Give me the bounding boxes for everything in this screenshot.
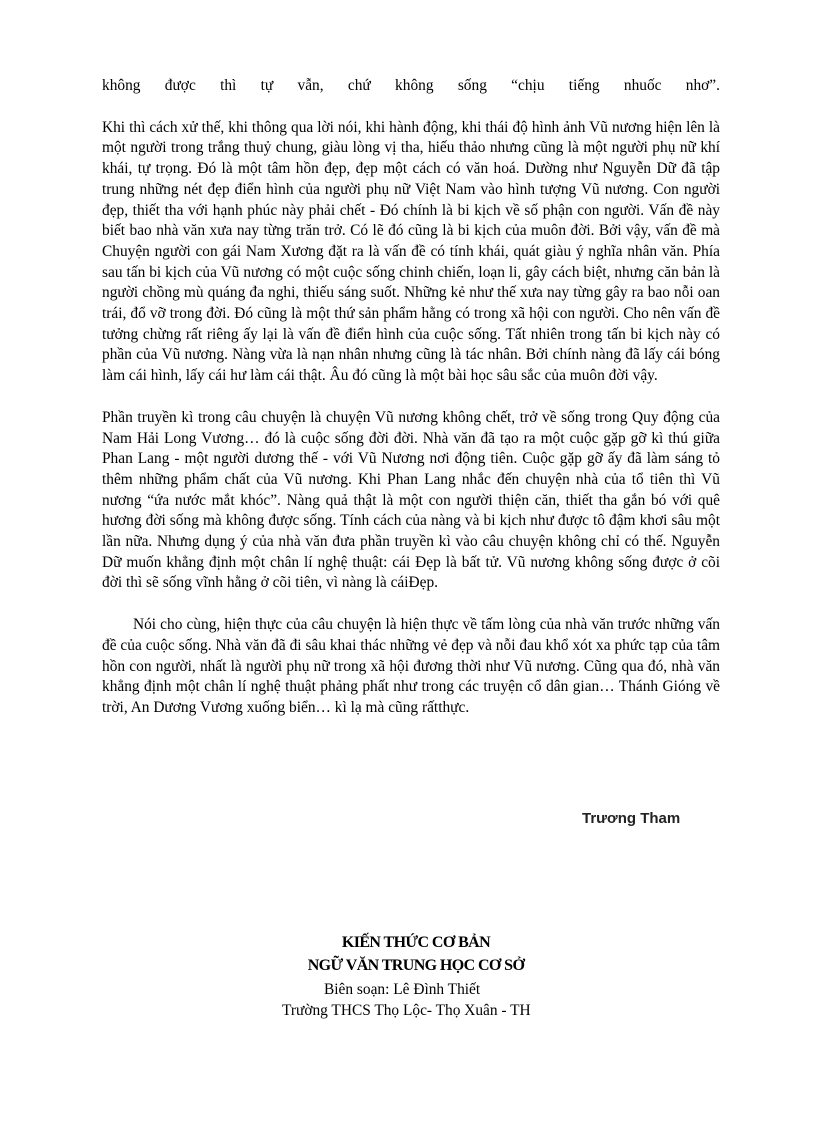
school-credit: Trường THCS Thọ Lộc- Thọ Xuân - TH bbox=[282, 1002, 531, 1019]
book-title-line-1: KIẾN THỨC CƠ BẢN bbox=[341, 934, 491, 951]
paragraph-2: Phần truyền kì trong câu chuyện là chuyện Vũ nương không chết, trở về sống trong Quy động của Nam Hải Long Vương… đó là cuộc sống đời đời. Nhà văn đã tạo ra một cuộc gặp gỡ kì thú giữa Phan Lang - một người dương thế - với Vũ Nương nơi động tiên. Cuộc gặp gỡ ấy đã làm sáng tỏ thêm những phẩm chất của Vũ nương. Khi Phan Lang nhắc đến chuyện nhà của tổ tiên thì Vũ nương “ứa nước mắt khóc”. Nàng quả thật là một con người thiện căn, thiết tha gắn bó với quê hương đời sống mà không được sống. Tính cách của nàng và bi kịch như được tô đậm khơi sâu một lần nữa. Nhưng dụng ý của nhà văn đưa phần truyền kì vào câu chuyện không chỉ có thế. Nguyễn Dữ muốn khẳng định một chân lí nghệ thuật: cái Đẹp là bất tử. Vũ nương không sống được ở cõi đời thì sẽ sống vĩnh hằng ở cõi tiên, vì nàng là cáiĐẹp. bbox=[102, 408, 720, 592]
paragraph-1: Khi thì cách xử thế, khi thông qua lời nói, khi hành động, khi thái độ hình ảnh Vũ nương hiện lên là một người trong trắng thuỷ chung, giàu lòng vị tha, hiếu thảo nhưng cũng là một người phụ nữ khí khái, tự trọng. Đó là một tâm hồn đẹp, đẹp một cách có văn hoá. Dường như Nguyễn Dữ đã tập trung những nét đẹp điển hình của người phụ nữ Việt Nam vào hình tượng Vũ nương. Con người đẹp, thiết tha với hạnh phúc này phải chết - Đó chính là bi kịch về số phận con người. Vấn đề này biết bao nhà văn xưa nay từng trăn trở. Có lẽ đó cũng là bi kịch của muôn đời. Bởi vậy, vấn đề mà Chuyện người con gái Nam Xương đặt ra là vấn đề có tính khái, quát giàu ý nghĩa nhân văn. Phía sau tấn bi kịch của Vũ nương có một cuộc sống chinh chiến, loạn li, gây cách biệt, nhưng căn bản là người chồng mù quáng đa nghi, thiếu sáng suốt. Những kẻ như thế xưa nay từng gây ra bao nỗi oan trái, đổ vỡ trong đời. Đó cũng là một thứ sản phẩm hằng có trong xã hội con người. Cho nên vấn đề tưởng chừng rất riêng ấy lại là vấn đề điển hình của cuộc sống. Tất nhiên trong tấn bi kịch này có phần của Vũ nương. Nàng vừa là nạn nhân nhưng cũng là tác nhân. Bởi chính nàng đã lấy cái bóng làm cái hình, lấy cái hư làm cái thật. Âu đó cũng là một bài học sâu sắc của muôn đời vậy. bbox=[102, 118, 720, 385]
paragraph-3: Nói cho cùng, hiện thực của câu chuyện là hiện thực về tấm lòng của nhà văn trước những vấn đề của cuộc sống. Nhà văn đã đi sâu khai thác những vẻ đẹp và nỗi đau khổ xót xa phức tạp của tâm hồn con người, nhất là người phụ nữ trong xã hội đương thời như Vũ nương. Cũng qua đó, nhà văn khẳng định một chân lí nghệ thuật phảng phất như trong các truyện cổ dân gian… Thánh Gióng về trời, An Dương Vương xuống biển… kì lạ mà cũng rấtthực. bbox=[102, 616, 720, 716]
author-signature: Trương Tham bbox=[582, 810, 681, 827]
book-title-line-2: NGỮ VĂN TRUNG HỌC CƠ SỞ bbox=[307, 957, 525, 974]
document-body bbox=[102, 76, 720, 719]
compiler-credit: Biên soạn: Lê Đình Thiết bbox=[324, 981, 481, 998]
paragraph-continuation: không được thì tự vẫn, chứ không sống “chịu tiếng nhuốc nhơ”. bbox=[102, 77, 720, 94]
